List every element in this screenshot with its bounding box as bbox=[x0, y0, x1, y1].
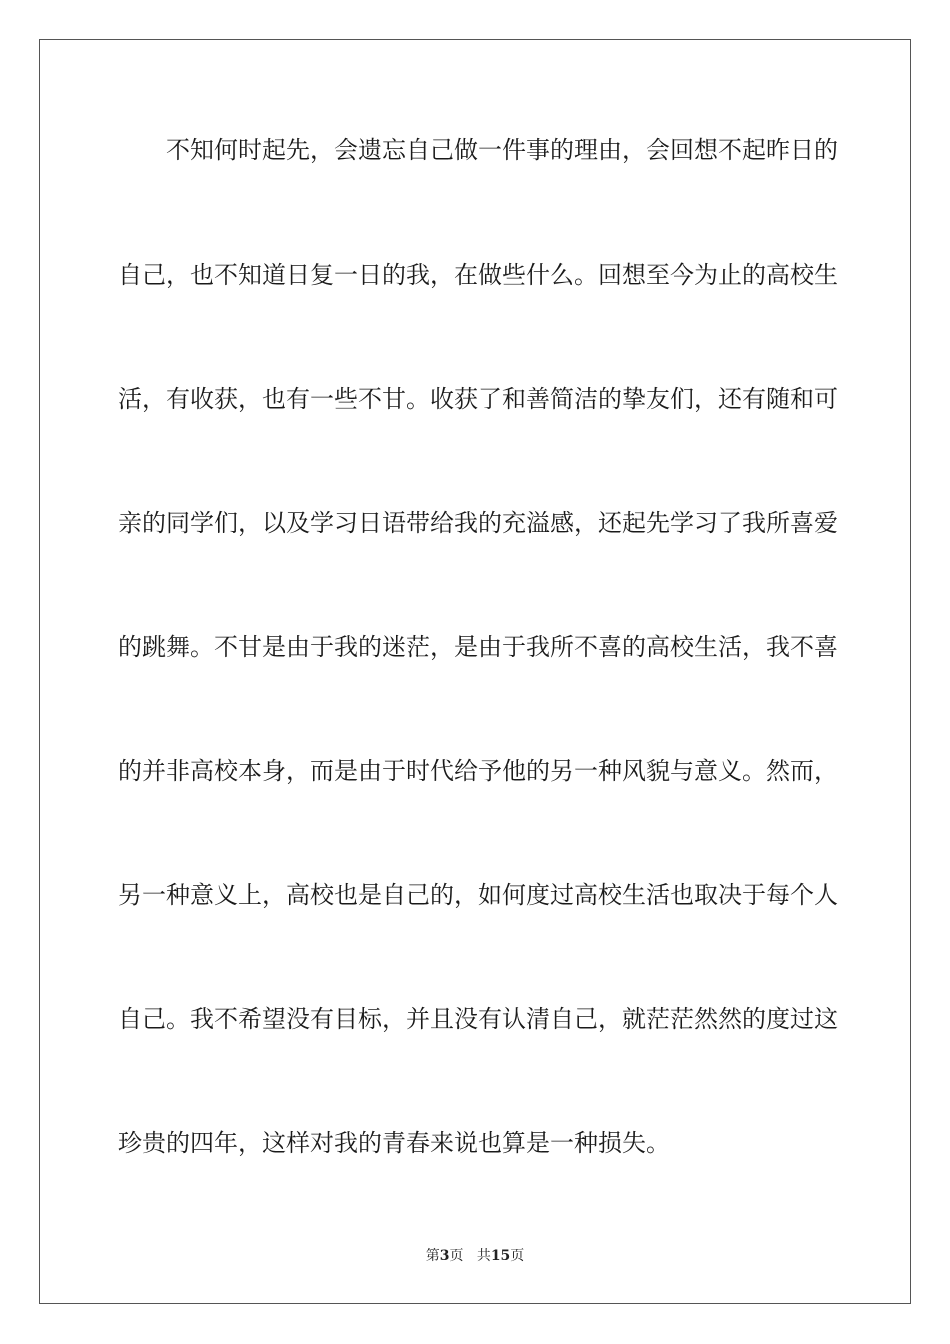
paragraph-line-1: 不知何时起先，会遗忘自己做一件事的理由，会回想不起昨日的 bbox=[166, 136, 838, 164]
paragraph-line-7: 另一种意义上，高校也是自己的，如何度过高校生活也取决于每个人 bbox=[118, 881, 838, 909]
page-footer bbox=[0, 1246, 950, 1266]
page-frame bbox=[39, 39, 911, 1304]
total-pages: 15 bbox=[490, 1248, 511, 1264]
page-prefix: 第 bbox=[425, 1248, 440, 1264]
paragraph-line-8: 自己。我不希望没有目标，并且没有认清自己，就茫茫然然的度过这 bbox=[118, 1005, 838, 1033]
paragraph-line-3: 活，有收获，也有一些不甘。收获了和善简洁的挚友们，还有随和可 bbox=[118, 385, 838, 413]
paragraph-line-5: 的跳舞。不甘是由于我的迷茫，是由于我所不喜的高校生活，我不喜 bbox=[118, 633, 838, 661]
paragraph-line-2: 自己，也不知道日复一日的我，在做些什么。回想至今为止的高校生 bbox=[118, 261, 838, 289]
page-number: 3 bbox=[439, 1248, 450, 1264]
paragraph-line-4: 亲的同学们，以及学习日语带给我的充溢感，还起先学习了我所喜爱 bbox=[118, 509, 838, 537]
page-suffix: 页 bbox=[449, 1248, 464, 1264]
total-prefix: 共 bbox=[476, 1248, 491, 1264]
paragraph-line-6: 的并非高校本身，而是由于时代给予他的另一种风貌与意义。然而， bbox=[118, 757, 838, 785]
total-suffix: 页 bbox=[510, 1248, 525, 1264]
paragraph-line-9: 珍贵的四年，这样对我的青春来说也算是一种损失。 bbox=[118, 1129, 670, 1157]
